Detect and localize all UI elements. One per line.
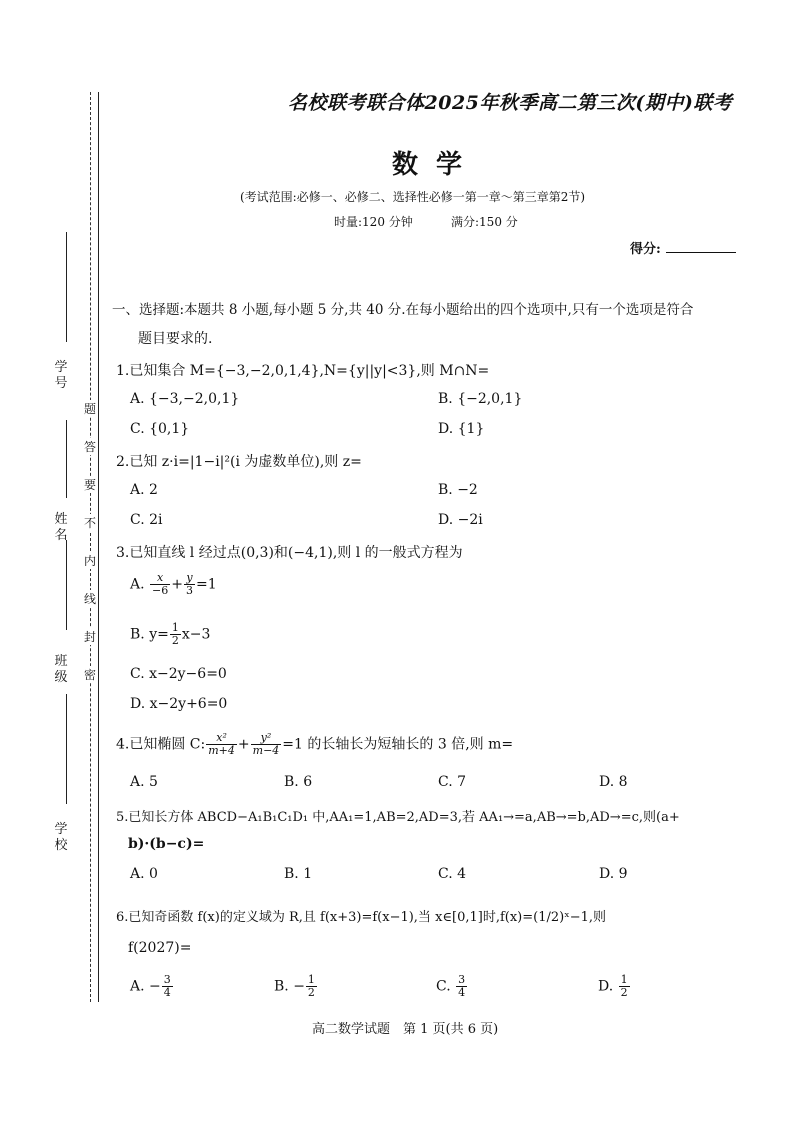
exam-title: 名校联考联合体2025年秋季高二第三次(期中)联考 <box>288 92 733 114</box>
q1-option-b: B. {−2,0,1} <box>438 391 523 407</box>
seal-char: 不 <box>83 516 96 530</box>
question-2-stem: 2.已知 z·i=|1−i|²(i 为虚数单位),则 z= <box>116 454 362 470</box>
q3-option-c: C. x−2y−6=0 <box>130 666 227 682</box>
seal-char: 内 <box>83 554 96 568</box>
q5-option-d: D. 9 <box>599 866 628 882</box>
score-blank <box>666 252 736 253</box>
class-line <box>66 540 67 630</box>
q6-d-prefix: D. <box>598 978 618 995</box>
name-label: 姓 名 <box>54 512 68 543</box>
seal-char: 密 <box>83 668 96 682</box>
denominator: −6 <box>152 584 169 597</box>
plus-sign: + <box>237 736 250 753</box>
denominator: 4 <box>458 986 466 999</box>
fraction <box>170 622 181 647</box>
q4-option-c: C. 7 <box>438 774 467 790</box>
question-1-stem: 1.已知集合 M={−3,−2,0,1,4},N={y||y|<3},则 M∩N= <box>116 363 490 379</box>
q2-option-b: B. −2 <box>438 482 478 498</box>
q2-option-c: C. 2i <box>130 512 163 528</box>
numerator: 1 <box>171 621 179 634</box>
denominator: 4 <box>163 986 171 999</box>
numerator: 1 <box>620 973 628 986</box>
seal-char: 答 <box>83 440 96 454</box>
fraction <box>206 732 237 757</box>
numerator: 3 <box>163 973 171 986</box>
q4-option-d: D. 8 <box>599 774 628 790</box>
q4-stem-suffix: =1 的长轴长为短轴长的 3 倍,则 m= <box>282 736 514 753</box>
denominator: 2 <box>307 986 315 999</box>
exam-time: 时量:120 分钟 <box>334 215 413 229</box>
fraction <box>619 974 630 999</box>
numerator: 1 <box>307 973 315 986</box>
q1-option-a: A. {−3,−2,0,1} <box>130 391 240 407</box>
q6-option-b <box>274 974 318 999</box>
q6-option-d <box>598 974 631 999</box>
exam-scope: (考试范围:必修一、必修二、选择性必修一第一章～第三章第2节) <box>240 190 586 204</box>
fraction <box>456 974 467 999</box>
equals-part: =1 <box>195 576 217 593</box>
student-id-label: 学 号 <box>54 360 68 391</box>
question-4-stem <box>116 732 513 757</box>
school-label: 学 校 <box>54 822 68 853</box>
seal-char: 线 <box>83 592 96 606</box>
fraction <box>150 572 170 597</box>
full-score: 满分:150 分 <box>451 215 518 229</box>
section-heading-cont: 题目要求的. <box>138 331 213 347</box>
question-3-stem: 3.已知直线 l 经过点(0,3)和(−4,1),则 l 的一般式方程为 <box>116 545 463 561</box>
plus-sign: + <box>171 576 183 593</box>
binding-line <box>98 92 99 1002</box>
numerator: x² <box>206 732 237 745</box>
score-label: 得分: <box>630 242 661 257</box>
q5-option-b: B. 1 <box>284 866 313 882</box>
q6-option-a <box>130 974 174 999</box>
question-5-stem: 5.已知长方体 ABCD−A₁B₁C₁D₁ 中,AA₁=1,AB=2,AD=3,若 AA₁→=a,AB→=b,AD→=c,则(a+ <box>116 810 680 825</box>
school-line <box>66 694 67 804</box>
q5-option-a: A. 0 <box>130 866 158 882</box>
q3-b-suffix: x−3 <box>181 626 211 643</box>
q4-stem-prefix: 4.已知椭圆 C: <box>116 736 206 753</box>
denominator: m+4 <box>208 744 235 757</box>
page-footer: 高二数学试题 第 1 页(共 6 页) <box>312 1022 499 1037</box>
seal-char: 要 <box>83 478 96 492</box>
fraction <box>251 732 282 757</box>
fraction <box>184 572 195 597</box>
q6-c-prefix: C. <box>436 978 456 995</box>
question-6-stem-cont: f(2027)= <box>128 940 192 956</box>
q6-b-prefix: B. − <box>274 978 305 995</box>
seal-dashed-line <box>90 92 91 1002</box>
q2-option-a: A. 2 <box>130 482 158 498</box>
denominator: 3 <box>185 584 193 597</box>
q3-option-a <box>130 572 217 597</box>
q3-option-b <box>130 622 210 647</box>
q1-option-c: C. {0,1} <box>130 421 190 437</box>
numerator: x <box>150 572 170 585</box>
seal-char: 封 <box>83 630 96 644</box>
name-line <box>66 420 67 498</box>
student-id-line <box>66 232 67 342</box>
seal-char: 题 <box>83 402 96 416</box>
numerator: 3 <box>458 973 466 986</box>
q6-a-prefix: A. − <box>130 978 161 995</box>
q3-option-d: D. x−2y+6=0 <box>130 696 228 712</box>
denominator: 2 <box>171 634 179 647</box>
q5-option-c: C. 4 <box>438 866 467 882</box>
question-6-stem: 6.已知奇函数 f(x)的定义域为 R,且 f(x+3)=f(x−1),当 x∈[0,1]时,f(x)=(1/2)ˣ−1,则 <box>116 910 607 925</box>
q6-option-c <box>436 974 468 999</box>
q2-option-d: D. −2i <box>438 512 483 528</box>
fraction <box>306 974 317 999</box>
subject-title: 数学 <box>392 150 481 180</box>
numerator: y <box>184 572 195 585</box>
denominator: 2 <box>620 986 628 999</box>
q1-option-d: D. {1} <box>438 421 485 437</box>
numerator: y² <box>251 732 282 745</box>
class-label: 班 级 <box>54 654 68 685</box>
q4-option-b: B. 6 <box>284 774 313 790</box>
fraction <box>162 974 173 999</box>
q3-b-prefix: B. y= <box>130 626 169 643</box>
question-5-stem-cont: b)·(b−c)= <box>128 836 205 852</box>
q3-a-prefix: A. <box>130 576 145 593</box>
denominator: m−4 <box>252 744 280 757</box>
section-heading: 一、选择题:本题共 8 小题,每小题 5 分,共 40 分.在每小题给出的四个选项中,只有一个选项是符合 <box>112 302 694 318</box>
q4-option-a: A. 5 <box>130 774 158 790</box>
